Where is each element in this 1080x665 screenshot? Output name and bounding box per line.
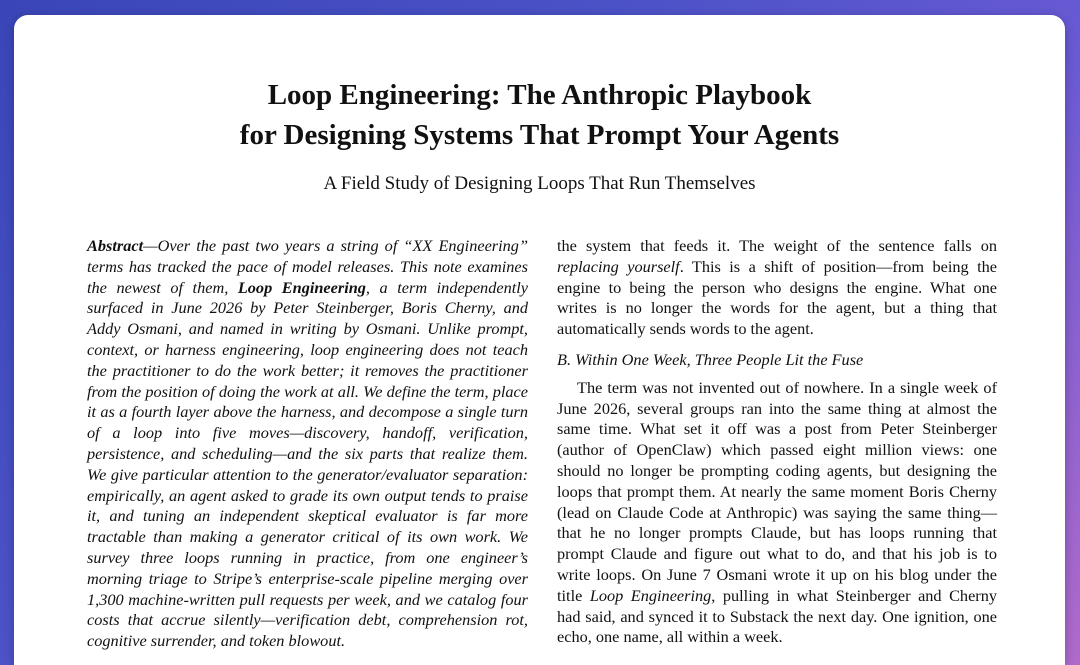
body-paragraph-2 [557, 378, 997, 648]
section-heading-b: B. Within One Week, Three People Lit the Fuse [557, 349, 864, 369]
title-line-2: for Designing Systems That Prompt Your Agents [239, 119, 840, 151]
title-line-1: Loop Engineering: The Anthropic Playbook [267, 79, 812, 111]
abstract-column [87, 236, 528, 652]
body-p2-text-a: The term was not invented out of nowhere. In a single week of June 2026, several groups ran into the same thing at almost the same time. What set it off was a post from Peter Steinberger (author of OpenClaw) which passed eight million views: one should no longer be prompting coding agents, but designing the loops that prompt them. At nearly the same moment Boris Cherny (lead on Claude Code at Anthropic) was saying the same thing—that he no longer prompts Claude, but has loops running that prompt Claude and figure out what to do, and that his job is to write loops. On June 7 Osmani wrote it up on his blog under the title [557, 377, 997, 605]
body-p2-emphasis: Loop Engineering [589, 585, 712, 605]
abstract-label: Abstract [87, 236, 144, 255]
body-paragraph-1 [557, 236, 997, 340]
body-p1-emphasis: replacing yourself [557, 256, 680, 276]
abstract-bold-term: Loop Engineering [237, 277, 366, 297]
paper-title [14, 75, 1065, 155]
abstract-paragraph [87, 236, 528, 652]
paper-page [14, 15, 1065, 665]
abstract-text-2: , a term independently surfaced in June 2026 by Peter Steinberger, Boris Cherny, and Addy Osmani, and named in writing by Osmani. Unlike prompt, context, or harness engineering, loop engineering does not teach the practitioner to do the work better; it removes the practitioner from the position of doing the work at all. We define the term, place it as a fourth layer above the harness, and decompose a single turn of a loop into five moves—discovery, handoff, verification, persistence, and scheduling—and the six parts that realize them. We give particular attention to the generator/evaluator separation: empirically, an agent asked to grade its own output tends to praise it, and tuning an independent skeptical evaluator is far more tractable than making a generator critical of its own work. We survey three loops running in practice, from one engineer’s morning triage to Stripe’s enterprise-scale pipeline merging over 1,300 machine-written pull requests per week, and we catalog four costs that accrue silently—verification debt, comprehension rot, cognitive surrender, and token blowout. [87, 277, 528, 651]
paper-subtitle: A Field Study of Designing Loops That Run Themselves [323, 173, 756, 194]
body-p1-text-b: . This is a shift of position—from being the engine to being the person who designs the engine. What one writes is no longer the words for the agent, but a thing that automatically sends words to the agent. [557, 256, 997, 339]
body-column-right [557, 236, 997, 648]
body-p2-text-b: , pulling in what Steinberger and Cherny had said, and synced it to Substack the next day. One ignition, one echo, one name, all within a week. [557, 585, 998, 647]
abstract-text-1: —Over the past two years a string of “XX Engineering” terms has tracked the pace of model releases. This note examines the newest of them, [87, 236, 528, 297]
body-p1-text-a: the system that feeds it. The weight of the sentence falls on [557, 236, 997, 255]
